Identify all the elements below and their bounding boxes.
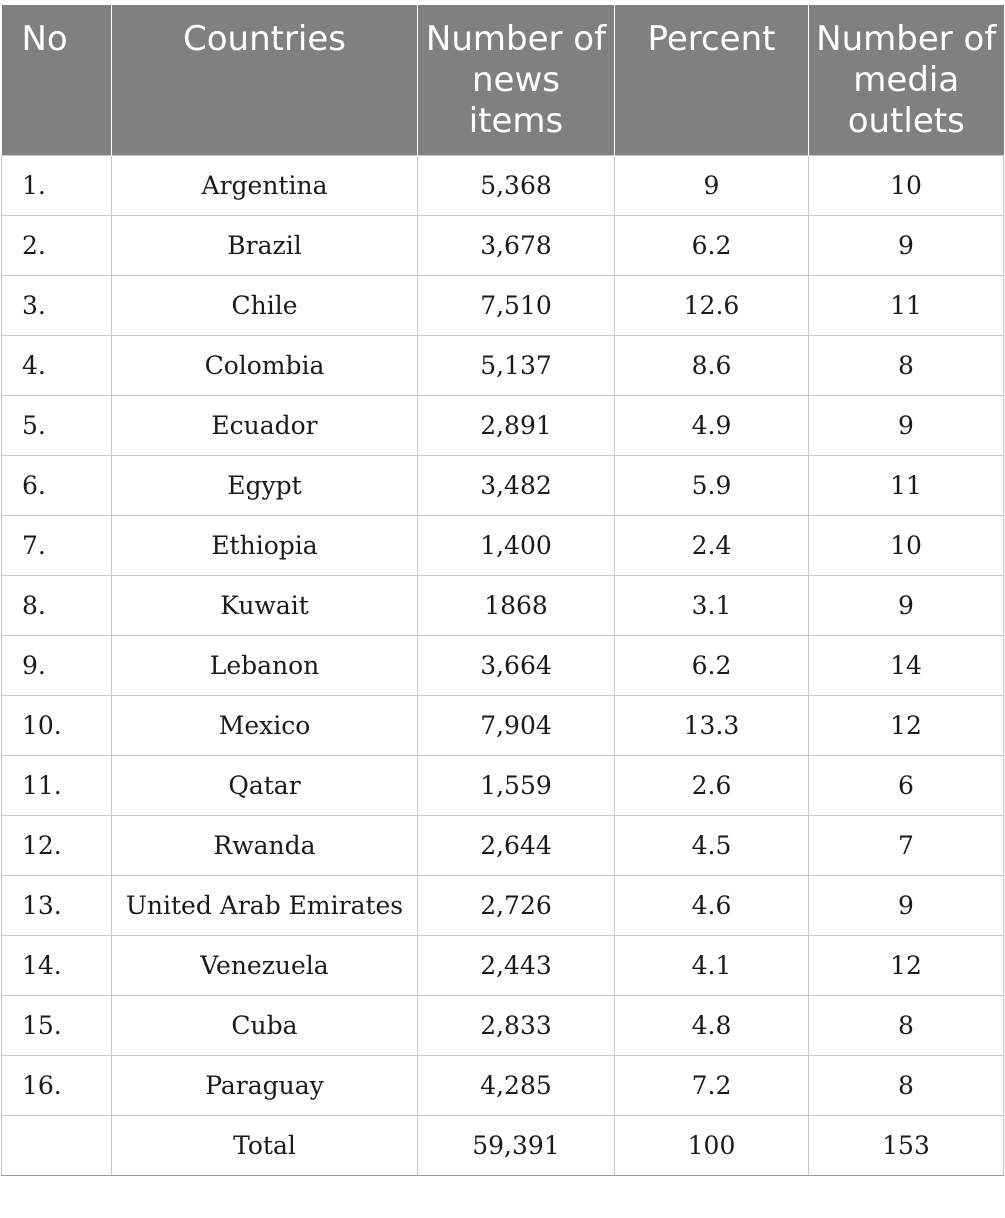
cell-media-outlets: 153 xyxy=(809,1115,1004,1175)
cell-media-outlets: 8 xyxy=(809,335,1004,395)
cell-news-items: 3,664 xyxy=(418,635,615,695)
cell-country: Mexico xyxy=(112,695,418,755)
cell-country: Brazil xyxy=(112,215,418,275)
news-coverage-table xyxy=(1,5,1004,1176)
cell-news-items: 1,400 xyxy=(418,515,615,575)
cell-news-items: 2,833 xyxy=(418,995,615,1055)
header-media-outlets: Number of media outlets xyxy=(809,5,1004,155)
cell-percent: 7.2 xyxy=(615,1055,809,1115)
cell-news-items: 2,726 xyxy=(418,875,615,935)
cell-percent: 4.9 xyxy=(615,395,809,455)
table-row xyxy=(2,155,1004,215)
cell-media-outlets: 9 xyxy=(809,875,1004,935)
cell-no: 16. xyxy=(2,1055,112,1115)
total-row xyxy=(2,1115,1004,1175)
cell-news-items: 4,285 xyxy=(418,1055,615,1115)
cell-percent: 4.6 xyxy=(615,875,809,935)
cell-percent: 2.4 xyxy=(615,515,809,575)
cell-no: 15. xyxy=(2,995,112,1055)
header-row xyxy=(2,5,1004,155)
table-body xyxy=(2,155,1004,1175)
cell-media-outlets: 11 xyxy=(809,275,1004,335)
cell-media-outlets: 9 xyxy=(809,215,1004,275)
cell-country: Chile xyxy=(112,275,418,335)
cell-media-outlets: 12 xyxy=(809,695,1004,755)
cell-country: Total xyxy=(112,1115,418,1175)
table-row xyxy=(2,215,1004,275)
table-row xyxy=(2,935,1004,995)
cell-news-items: 5,368 xyxy=(418,155,615,215)
cell-percent: 6.2 xyxy=(615,635,809,695)
cell-country: Argentina xyxy=(112,155,418,215)
cell-no: 12. xyxy=(2,815,112,875)
table-row xyxy=(2,455,1004,515)
table-row xyxy=(2,755,1004,815)
cell-news-items: 2,443 xyxy=(418,935,615,995)
table-header xyxy=(2,5,1004,155)
cell-percent: 9 xyxy=(615,155,809,215)
cell-no: 3. xyxy=(2,275,112,335)
cell-percent: 8.6 xyxy=(615,335,809,395)
cell-media-outlets: 9 xyxy=(809,575,1004,635)
header-countries: Countries xyxy=(112,5,418,155)
cell-percent: 13.3 xyxy=(615,695,809,755)
table-row xyxy=(2,1055,1004,1115)
cell-country: Colombia xyxy=(112,335,418,395)
table-row xyxy=(2,515,1004,575)
table-row xyxy=(2,335,1004,395)
cell-percent: 4.5 xyxy=(615,815,809,875)
cell-no: 11. xyxy=(2,755,112,815)
table-row xyxy=(2,695,1004,755)
cell-news-items: 1868 xyxy=(418,575,615,635)
cell-media-outlets: 10 xyxy=(809,515,1004,575)
cell-country: Paraguay xyxy=(112,1055,418,1115)
cell-media-outlets: 8 xyxy=(809,1055,1004,1115)
cell-media-outlets: 12 xyxy=(809,935,1004,995)
cell-news-items: 3,678 xyxy=(418,215,615,275)
cell-percent: 6.2 xyxy=(615,215,809,275)
cell-no: 8. xyxy=(2,575,112,635)
cell-percent: 5.9 xyxy=(615,455,809,515)
table-row xyxy=(2,575,1004,635)
cell-percent: 2.6 xyxy=(615,755,809,815)
cell-no: 10. xyxy=(2,695,112,755)
cell-no: 13. xyxy=(2,875,112,935)
cell-no xyxy=(2,1115,112,1175)
cell-media-outlets: 7 xyxy=(809,815,1004,875)
cell-country: Rwanda xyxy=(112,815,418,875)
cell-news-items: 5,137 xyxy=(418,335,615,395)
cell-no: 9. xyxy=(2,635,112,695)
cell-country: Cuba xyxy=(112,995,418,1055)
cell-percent: 12.6 xyxy=(615,275,809,335)
header-percent: Percent xyxy=(615,5,809,155)
cell-media-outlets: 9 xyxy=(809,395,1004,455)
cell-no: 2. xyxy=(2,215,112,275)
cell-media-outlets: 6 xyxy=(809,755,1004,815)
header-no: No xyxy=(2,5,112,155)
table-row xyxy=(2,275,1004,335)
cell-no: 1. xyxy=(2,155,112,215)
table-row xyxy=(2,635,1004,695)
cell-country: United Arab Emirates xyxy=(112,875,418,935)
cell-media-outlets: 11 xyxy=(809,455,1004,515)
cell-media-outlets: 14 xyxy=(809,635,1004,695)
cell-country: Venezuela xyxy=(112,935,418,995)
cell-news-items: 7,510 xyxy=(418,275,615,335)
cell-media-outlets: 8 xyxy=(809,995,1004,1055)
cell-news-items: 1,559 xyxy=(418,755,615,815)
table-row xyxy=(2,995,1004,1055)
table-row xyxy=(2,875,1004,935)
cell-no: 5. xyxy=(2,395,112,455)
cell-country: Lebanon xyxy=(112,635,418,695)
header-news-items: Number of news items xyxy=(418,5,615,155)
cell-news-items: 2,644 xyxy=(418,815,615,875)
cell-percent: 100 xyxy=(615,1115,809,1175)
cell-country: Qatar xyxy=(112,755,418,815)
cell-no: 6. xyxy=(2,455,112,515)
cell-country: Kuwait xyxy=(112,575,418,635)
cell-country: Ecuador xyxy=(112,395,418,455)
cell-country: Egypt xyxy=(112,455,418,515)
cell-no: 7. xyxy=(2,515,112,575)
cell-percent: 4.1 xyxy=(615,935,809,995)
cell-no: 14. xyxy=(2,935,112,995)
cell-news-items: 3,482 xyxy=(418,455,615,515)
table-row xyxy=(2,815,1004,875)
table-row xyxy=(2,395,1004,455)
cell-news-items: 2,891 xyxy=(418,395,615,455)
cell-news-items: 59,391 xyxy=(418,1115,615,1175)
cell-news-items: 7,904 xyxy=(418,695,615,755)
cell-media-outlets: 10 xyxy=(809,155,1004,215)
cell-no: 4. xyxy=(2,335,112,395)
cell-percent: 4.8 xyxy=(615,995,809,1055)
cell-country: Ethiopia xyxy=(112,515,418,575)
cell-percent: 3.1 xyxy=(615,575,809,635)
